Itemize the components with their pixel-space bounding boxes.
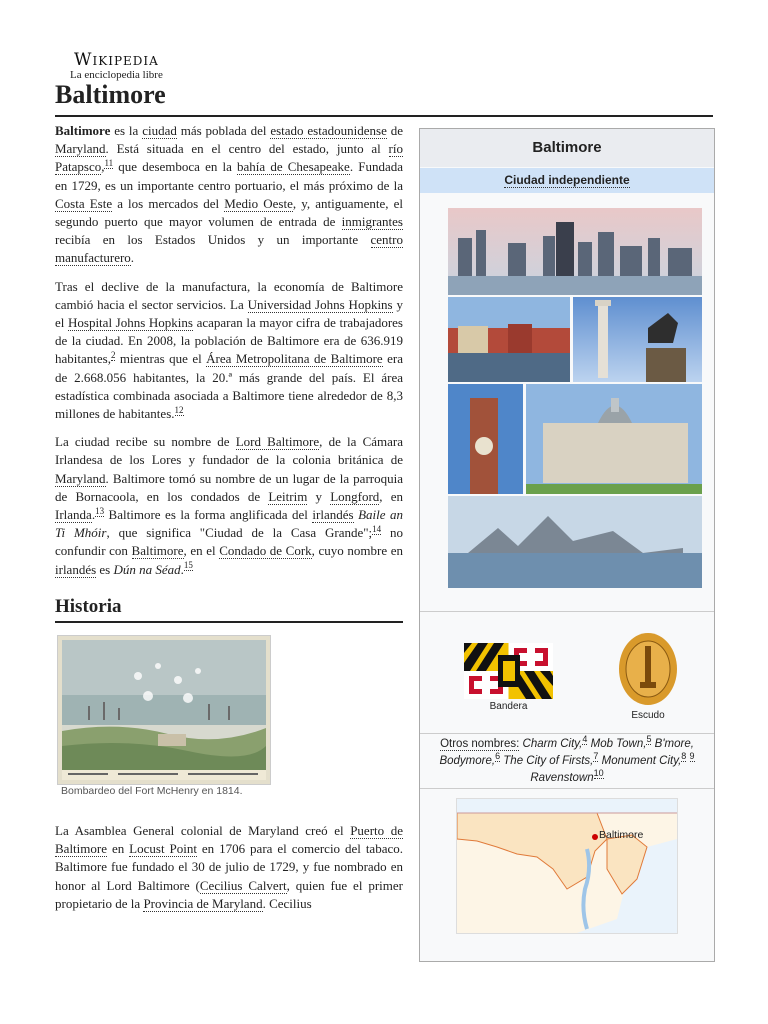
text-run: . Cecilius (262, 895, 312, 911)
historia-paragraph-1 (55, 822, 403, 913)
section-divider (55, 621, 403, 623)
article-link[interactable]: bahía de Chesapeake (237, 159, 350, 175)
text-run: y el (55, 296, 404, 331)
reference-link[interactable]: 2 (110, 350, 116, 361)
text-run: de (386, 123, 403, 138)
infobox-separator (420, 611, 714, 612)
text-run: , en el (183, 543, 220, 559)
text-run: y (307, 488, 331, 504)
text-run: . Baltimore tomó su nombre de un lugar de la parroquia de Bornacoola, en los condados de (55, 470, 403, 504)
reference-link[interactable]: 15 (183, 560, 193, 571)
collage-graphic (448, 208, 702, 588)
italic-term: Baile an Ti Mhóir (55, 507, 403, 541)
fort-mchenry-image[interactable] (57, 635, 271, 785)
text-run: . Fundada en 1729, es un importante centro portuario, el más próximo de la (55, 159, 403, 193)
text-run: , en (379, 488, 403, 504)
logo-wordmark: Wikipedia (74, 50, 159, 70)
text-run: Baltimore es la forma anglificada del (104, 507, 313, 523)
nickname: Bodymore, (439, 755, 496, 767)
reference-link[interactable]: 14 (372, 523, 382, 534)
article-link[interactable]: inmigrantes (341, 214, 403, 230)
maryland-flag-graphic (464, 643, 553, 699)
reference-link[interactable]: 9 (689, 751, 695, 762)
maryland-map-graphic (457, 799, 677, 933)
reference-link[interactable]: 6 (495, 751, 501, 762)
article-link[interactable]: Costa Este (55, 195, 113, 211)
bombardment-illustration (58, 636, 270, 784)
article-link[interactable]: Universidad Johns Hopkins (247, 296, 393, 312)
text-run: La Asamblea General colonial de Maryland creó el (55, 823, 351, 838)
nickname: Mob Town, (590, 738, 647, 750)
article-link[interactable]: centro manufacturero (55, 232, 403, 266)
article-link[interactable]: Maryland (55, 141, 106, 157)
text-run: , (101, 159, 105, 175)
article-link[interactable]: irlandés (312, 507, 354, 523)
article-link[interactable]: Leitrim (268, 488, 308, 504)
nickname: Charm City, (522, 738, 583, 750)
image-caption: Bombardeo del Fort McHenry en 1814. (61, 785, 243, 797)
section-heading-historia: Historia (55, 596, 122, 617)
article-intro (55, 122, 403, 589)
text-run: en 1706 para el comercio del tabaco. Baltimore fue fundado el 30 de julio de 1729, y fue nombrado en honor al Lord Baltimore ( (55, 841, 403, 893)
article-link[interactable]: estado estadounidense (270, 123, 387, 138)
text-run: era de 2.668.056 habitantes, la 20.ª más grande del país. El área estadística combinada asociada a Baltimore tiene alrededor de 8,3 millones de habitantes. (55, 351, 403, 422)
article-link[interactable]: Lord Baltimore (235, 434, 320, 450)
text-run: que desemboca en la (113, 159, 238, 175)
article-link[interactable]: Baltimore (131, 543, 184, 559)
text-run: . (91, 507, 96, 523)
seal-label: Escudo (631, 710, 665, 721)
reference-link[interactable]: 12 (174, 404, 184, 415)
city-photo-collage[interactable] (448, 208, 702, 588)
infobox-subtitle-link[interactable]: Ciudad independiente (504, 173, 630, 187)
text-run: . Está situada en el centro del estado, junto al (105, 141, 389, 157)
title-divider (55, 115, 713, 117)
text-run: Tras el declive de la manufactura, la economía de Baltimore cambió hacia el sector servicios. La (55, 278, 403, 312)
reference-link[interactable]: 4 (582, 734, 588, 745)
text-run: . (180, 561, 184, 577)
article-link[interactable]: Locust Point (129, 841, 197, 857)
text-run: no confundir con (55, 525, 404, 559)
article-link[interactable]: Puerto de Baltimore (55, 823, 403, 857)
text-run: mientras que el (115, 351, 207, 367)
wikipedia-logo[interactable] (70, 50, 163, 81)
article-link[interactable]: Longford (330, 488, 380, 504)
infobox (419, 128, 715, 962)
intro-paragraph-1 (55, 122, 403, 268)
intro-paragraph-2 (55, 278, 403, 424)
article-link[interactable]: Cecilius Calvert (199, 877, 287, 893)
text-run: es la (110, 123, 143, 138)
reference-link[interactable]: 5 (646, 734, 652, 745)
other-names-label[interactable]: Otros nombres: (440, 738, 520, 750)
logo-tagline: La enciclopedia libre (70, 69, 163, 81)
infobox-title: Baltimore (420, 129, 714, 167)
article-link[interactable]: Irlanda (55, 507, 92, 523)
nickname: Ravenstown (530, 772, 594, 784)
infobox-separator (420, 788, 714, 789)
city-seal-graphic (618, 632, 678, 707)
nickname: The City of Firsts, (503, 755, 594, 767)
seal-image[interactable] (618, 632, 678, 707)
historia-text (55, 822, 403, 913)
article-link[interactable]: Condado de Cork (219, 543, 312, 559)
nickname: B'more, (654, 738, 694, 750)
article-link[interactable]: Provincia de Maryland (143, 895, 263, 911)
text-run: , cuyo nombre en (311, 543, 403, 559)
text-run: , que significa "Ciudad de la Casa Grande"; (106, 525, 373, 541)
italic-term: Dún na Séad (113, 561, 181, 577)
text-run: , quien fue el primer propietario de la (55, 877, 403, 911)
text-run: , de la Cámara Irlandesa de los Lores y fundador de la colonia británica de (55, 434, 404, 468)
article-link[interactable]: río Patapsco (55, 141, 403, 175)
text-run: . (130, 250, 135, 266)
text-run: acaparan la mayor cifra de trabajadores de la ciudad. En 2008, la población de Baltimore era de 636.919 habitantes, (55, 315, 403, 367)
reference-link[interactable]: 7 (593, 751, 599, 762)
location-map[interactable] (456, 798, 678, 934)
text-run: es (96, 561, 114, 577)
article-link[interactable]: irlandés (55, 561, 97, 577)
flag-image[interactable] (464, 643, 553, 699)
text-run: a los mercados del (112, 195, 225, 211)
reference-link[interactable]: 11 (104, 158, 114, 169)
nickname: Monument City, (601, 755, 682, 767)
reference-link[interactable]: 13 (95, 505, 105, 516)
article-link[interactable]: Medio Oeste (224, 195, 293, 211)
text-run: más poblada del (176, 123, 271, 138)
reference-link[interactable]: 10 (593, 768, 604, 779)
map-marker-label: Baltimore (599, 829, 644, 841)
bold-term: Baltimore (55, 123, 111, 138)
intro-paragraph-3 (55, 433, 403, 579)
article-link[interactable]: Maryland (55, 470, 106, 486)
text-run: recibía en los Estados Unidos y un importante (55, 232, 371, 248)
article-link[interactable]: ciudad (142, 123, 177, 138)
infobox-subtitle (420, 168, 714, 193)
article-link[interactable]: Área Metropolitana de Baltimore (206, 351, 383, 367)
text-run: en (107, 841, 130, 857)
text-run: , y, antiguamente, el segundo puerto que mayor volumen de entrada de (55, 195, 403, 230)
page-title: Baltimore (55, 80, 166, 109)
flag-label: Bandera (489, 701, 528, 712)
article-link[interactable]: Hospital Johns Hopkins (68, 315, 193, 331)
reference-link[interactable]: 8 (681, 751, 687, 762)
text-run: La ciudad recibe su nombre de (55, 434, 236, 450)
infobox-separator (420, 733, 714, 734)
other-names (422, 736, 712, 787)
